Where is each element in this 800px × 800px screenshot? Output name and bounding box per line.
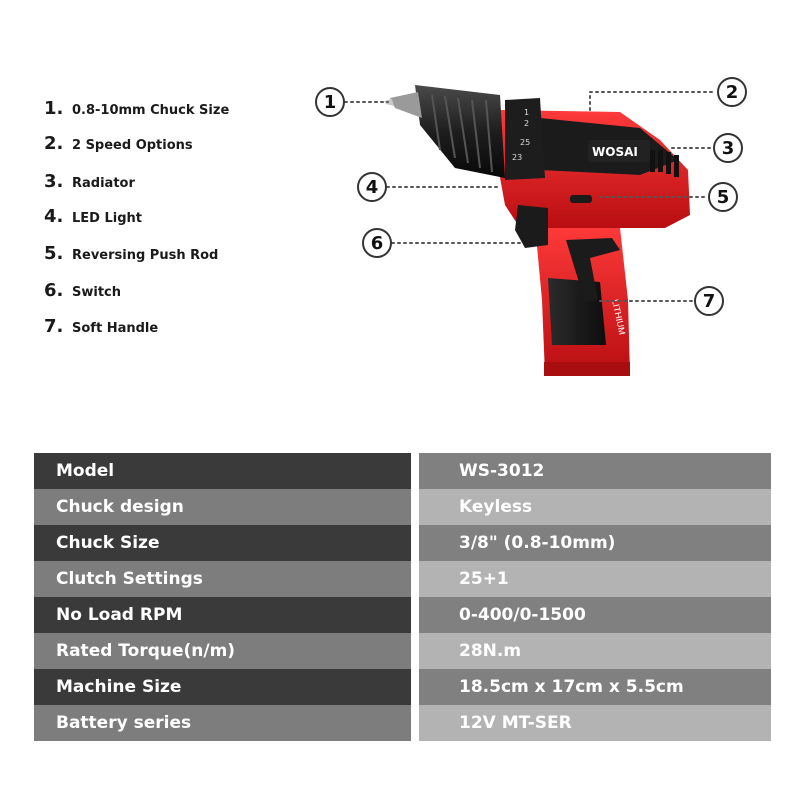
spec-table: [34, 453, 771, 741]
spec-key: Chuck Size: [34, 525, 411, 561]
drill-image: [384, 85, 690, 376]
feature-number: 6.: [44, 280, 64, 301]
callout-number: 4: [365, 177, 379, 198]
speed-mark: 1: [524, 108, 530, 117]
feature-text: 2 Speed Options: [72, 138, 193, 153]
spec-row: [34, 597, 771, 633]
feature-text: Switch: [72, 285, 122, 300]
feature-number: 7.: [44, 316, 64, 337]
spec-key: Model: [34, 453, 411, 489]
spec-key: Clutch Settings: [34, 561, 411, 597]
callout-1: [316, 88, 344, 116]
spec-value: 3/8" (0.8-10mm): [419, 525, 771, 561]
spec-value: Keyless: [419, 489, 771, 525]
spec-value: 28N.m: [419, 633, 771, 669]
spec-row: [34, 561, 771, 597]
callout-5: [709, 183, 737, 211]
spec-value: 25+1: [419, 561, 771, 597]
spec-value: 12V MT-SER: [419, 705, 771, 741]
callout-3: [714, 134, 742, 162]
callout-7: [695, 287, 723, 315]
spec-row: [34, 705, 771, 741]
feature-number: 4.: [44, 206, 64, 227]
feature-text: Soft Handle: [72, 321, 159, 336]
feature-number: 3.: [44, 171, 64, 192]
speed-mark: 2: [524, 119, 530, 128]
feature-number: 5.: [44, 243, 64, 264]
spec-key: No Load RPM: [34, 597, 411, 633]
speed-mark: 25: [520, 138, 531, 147]
callout-2: [718, 78, 746, 106]
spec-key: Battery series: [34, 705, 411, 741]
spec-row: [34, 669, 771, 705]
trigger-switch: [515, 205, 548, 248]
feature-text: Radiator: [72, 176, 135, 191]
brand-logo: WOSAI: [592, 145, 638, 159]
feature-text: Reversing Push Rod: [72, 248, 219, 263]
spec-key: Machine Size: [34, 669, 411, 705]
callout-number: 1: [323, 92, 337, 113]
callout-6: [363, 229, 391, 257]
callout-number: 5: [716, 187, 730, 208]
spec-key: Rated Torque(n/m): [34, 633, 411, 669]
callout-number: 2: [725, 82, 739, 103]
spec-value: WS-3012: [419, 453, 771, 489]
callout-number: 3: [721, 138, 735, 159]
spec-row: [34, 633, 771, 669]
soft-grip: [548, 278, 606, 345]
spec-row: [34, 453, 771, 489]
chuck-tip: [390, 92, 422, 118]
leader-line: [590, 92, 716, 110]
feature-text: 0.8-10mm Chuck Size: [72, 103, 230, 118]
spec-value: 18.5cm x 17cm x 5.5cm: [419, 669, 771, 705]
spec-value: 0-400/0-1500: [419, 597, 771, 633]
feature-number: 1.: [44, 98, 64, 119]
reversing-rod: [570, 195, 592, 203]
speed-mark: 23: [512, 153, 523, 162]
feature-number: 2.: [44, 133, 64, 154]
battery-label: LITHIUM: [610, 298, 628, 336]
spec-key: Chuck design: [34, 489, 411, 525]
callout-4: [358, 173, 386, 201]
callout-number: 7: [702, 291, 716, 312]
spec-row: [34, 525, 771, 561]
feature-text: LED Light: [72, 211, 142, 226]
callout-number: 6: [370, 233, 384, 254]
spec-row: [34, 489, 771, 525]
